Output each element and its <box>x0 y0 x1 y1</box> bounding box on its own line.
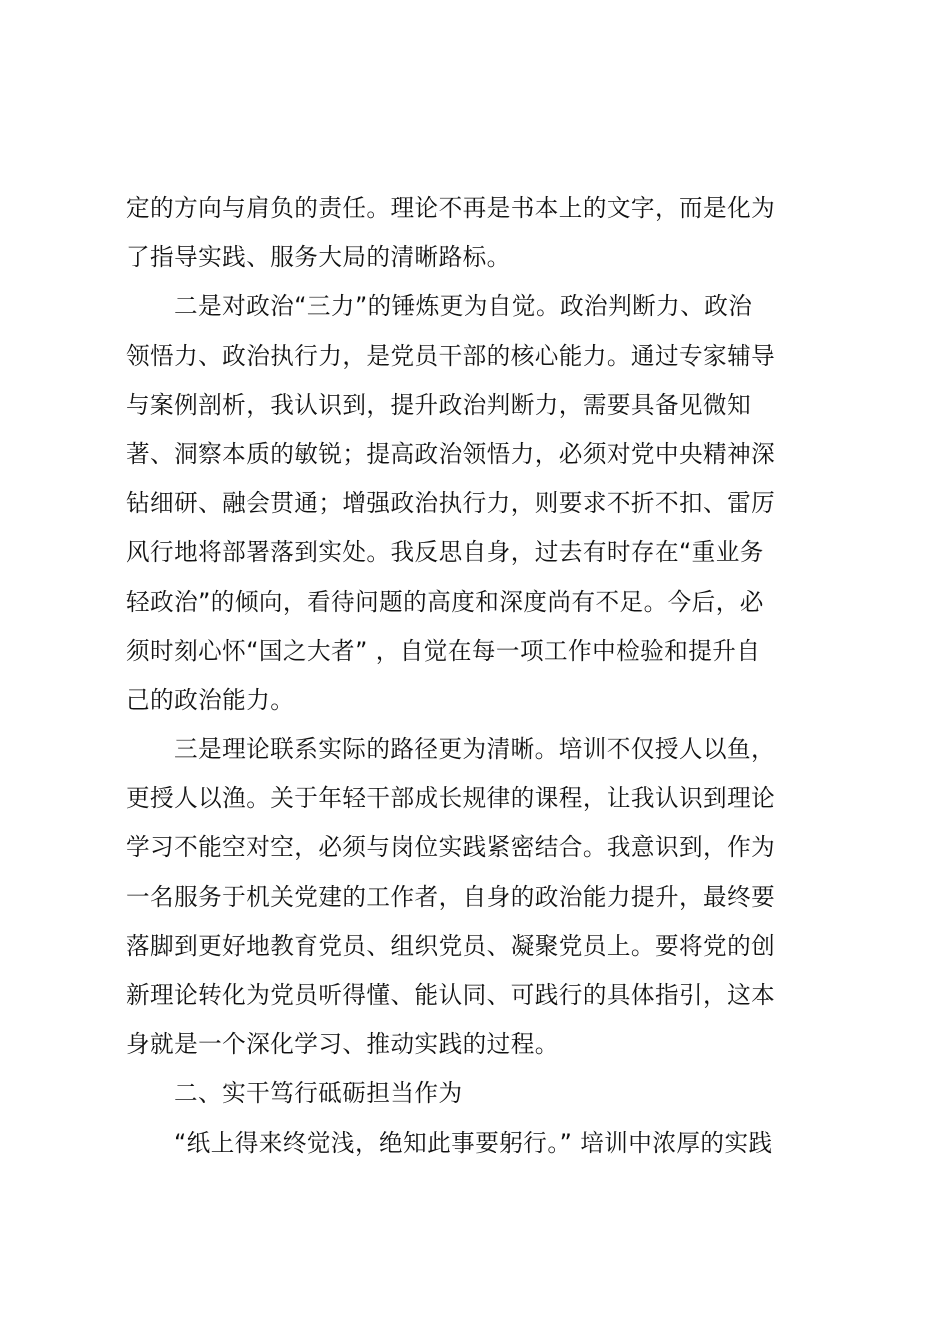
paragraph-political-abilities <box>126 282 832 725</box>
text-line: 更授人以渔。关于年轻干部成长规律的课程，让我认识到理论 <box>126 784 776 813</box>
paragraph-practice-quote <box>126 1119 832 1168</box>
text-line: 轻政治”的倾向，看待问题的高度和深度尚有不足。今后，必 <box>126 587 764 616</box>
text-line: 学习不能空对空，必须与岗位实践紧密结合。我意识到，作为 <box>126 833 776 862</box>
text-line: 领悟力、政治执行力，是党员干部的核心能力。通过专家辅导 <box>126 341 776 370</box>
text-line: 著、洞察本质的敏锐；提高政治领悟力，必须对党中央精神深 <box>126 439 776 468</box>
text-line: 新理论转化为党员听得懂、能认同、可践行的具体指引，这本 <box>126 981 776 1009</box>
text-line: 钻细研、融会贯通；增强政治执行力，则要求不折不扣、雷厉 <box>126 489 776 518</box>
heading-text: 二、实干笃行砥砺担当作为 <box>174 1079 463 1108</box>
text-line: 定的方向与肩负的责任。理论不再是书本上的文字，而是化为 <box>126 194 776 222</box>
paragraph-continuation <box>126 184 832 282</box>
text-line: 二是对政治“三力”的锤炼更为自觉。政治判断力、政治 <box>174 292 753 321</box>
text-line: “纸上得来终觉浅，绝知此事要躬行。” 培训中浓厚的实践 <box>174 1128 773 1157</box>
text-line: 己的政治能力。 <box>126 685 295 714</box>
text-line: 一名服务于机关党建的工作者，自身的政治能力提升，最终要 <box>126 882 776 911</box>
text-line: 三是理论联系实际的路径更为清晰。培训不仅授人以鱼， <box>174 735 776 764</box>
text-line: 与案例剖析，我认识到，提升政治判断力，需要具备见微知 <box>126 390 752 419</box>
text-line: 身就是一个深化学习、推动实践的过程。 <box>126 1030 559 1059</box>
text-line: 落脚到更好地教育党员、组织党员、凝聚党员上。要将党的创 <box>126 931 776 960</box>
text-line: 风行地将部署落到实处。我反思自身，过去有时存在“重业务 <box>126 538 764 567</box>
section-heading <box>126 1069 832 1118</box>
document-body <box>126 184 832 1168</box>
paragraph-theory-practice <box>126 725 832 1069</box>
text-line: 须时刻心怀“国之大者” ，自觉在每一项工作中检验和提升自 <box>126 636 761 665</box>
text-line: 了指导实践、服务大局的清晰路标。 <box>126 243 511 272</box>
